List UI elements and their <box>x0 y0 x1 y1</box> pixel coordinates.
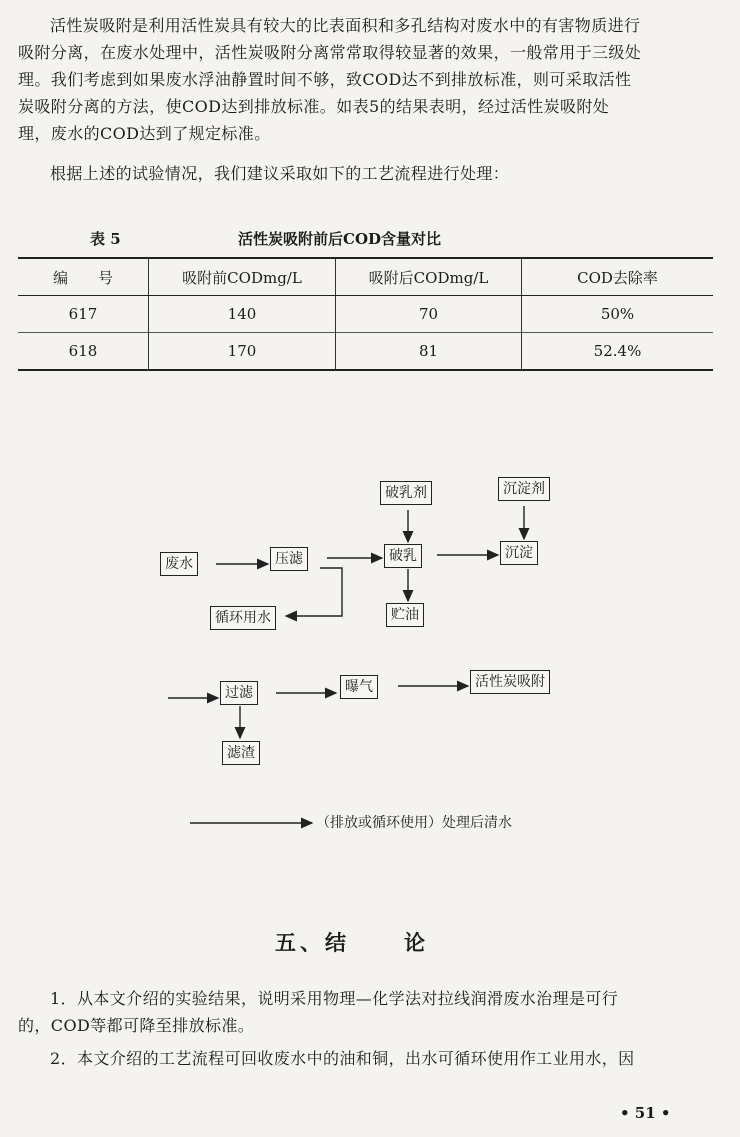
flow-box-aeration: 曝气 <box>340 675 378 699</box>
flow-box-precipitate: 沉淀 <box>500 541 538 565</box>
table-cell: 52.4% <box>522 333 714 371</box>
flow-box-filter-residue: 滤渣 <box>222 741 260 765</box>
table-cell: 70 <box>336 296 522 333</box>
table-label: 表 5 <box>90 230 121 248</box>
flow-box-press-filter: 压滤 <box>270 547 308 571</box>
section-heading <box>275 927 483 957</box>
conclusion-item-1 <box>18 985 718 1012</box>
flow-box-waste-water: 废水 <box>160 552 198 576</box>
header-cell: 吸附后CODmg/L <box>336 258 522 296</box>
arrow-press-to-recycle <box>286 568 342 616</box>
flow-box-precipitant: 沉淀剂 <box>498 477 550 501</box>
table-cell: 50% <box>522 296 714 333</box>
table-cell: 170 <box>149 333 336 371</box>
intro-line: 理，废水的COD达到了规定标准。 <box>18 124 271 143</box>
proposal-paragraph: 根据上述的试验情况，我们建议采取如下的工艺流程进行处理： <box>50 164 510 183</box>
intro-line: 炭吸附分离的方法，使COD达到排放标准。如表5的结果表明，经过活性炭吸附处 <box>18 97 610 116</box>
table-cell: 617 <box>68 305 98 323</box>
intro-line: 活性炭吸附是利用活性炭具有较大的比表面积和多孔结构对废水中的有害物质进行 <box>50 16 641 35</box>
section-heading-end: 论 <box>404 930 429 955</box>
flow-box-waste-oil: 贮油 <box>386 603 424 627</box>
header-cell: COD去除率 <box>522 258 714 296</box>
flow-box-filter: 过滤 <box>220 681 258 705</box>
flow-box-recycle-water: 循环用水 <box>210 606 276 630</box>
intro-line: 理。我们考虑到如果废水浮油静置时间不够，致COD达不到排放标准，则可采取活性 <box>18 70 632 89</box>
flow-box-demulsifier: 破乳剂 <box>380 481 432 505</box>
conclusion-line: 1．从本文介绍的实验结果，说明采用物理—化学法对拉线润滑废水治理是可行 <box>50 989 619 1008</box>
conclusion-line: 的，COD等都可降至排放标准。 <box>18 1016 255 1035</box>
section-heading-number: 五、结 <box>275 930 350 955</box>
intro-line: 吸附分离，在废水处理中，活性炭吸附分离常常取得较显著的效果，一般常用于三级处 <box>18 43 642 62</box>
flow-box-demulsify: 破乳 <box>384 544 422 568</box>
table-cell: 140 <box>149 296 336 333</box>
table-cell: 81 <box>336 333 522 371</box>
page-number: • 51 • <box>620 1104 671 1122</box>
flow-outlet-note: （排放或循环使用）处理后清水 <box>316 815 512 831</box>
conclusion-item-2: 2．本文介绍的工艺流程可回收废水中的油和铜，出水可循环使用作工业用水，因 <box>50 1049 635 1068</box>
header-cell: 吸附前CODmg/L <box>149 258 336 296</box>
conclusion-item-1-cont <box>18 1012 718 1039</box>
table-title: 活性炭吸附前后COD含量对比 <box>238 230 442 248</box>
table-cell: 618 <box>18 333 149 371</box>
flow-box-carbon-adsorption: 活性炭吸附 <box>470 670 550 694</box>
header-cell: 编 号 <box>18 258 149 296</box>
